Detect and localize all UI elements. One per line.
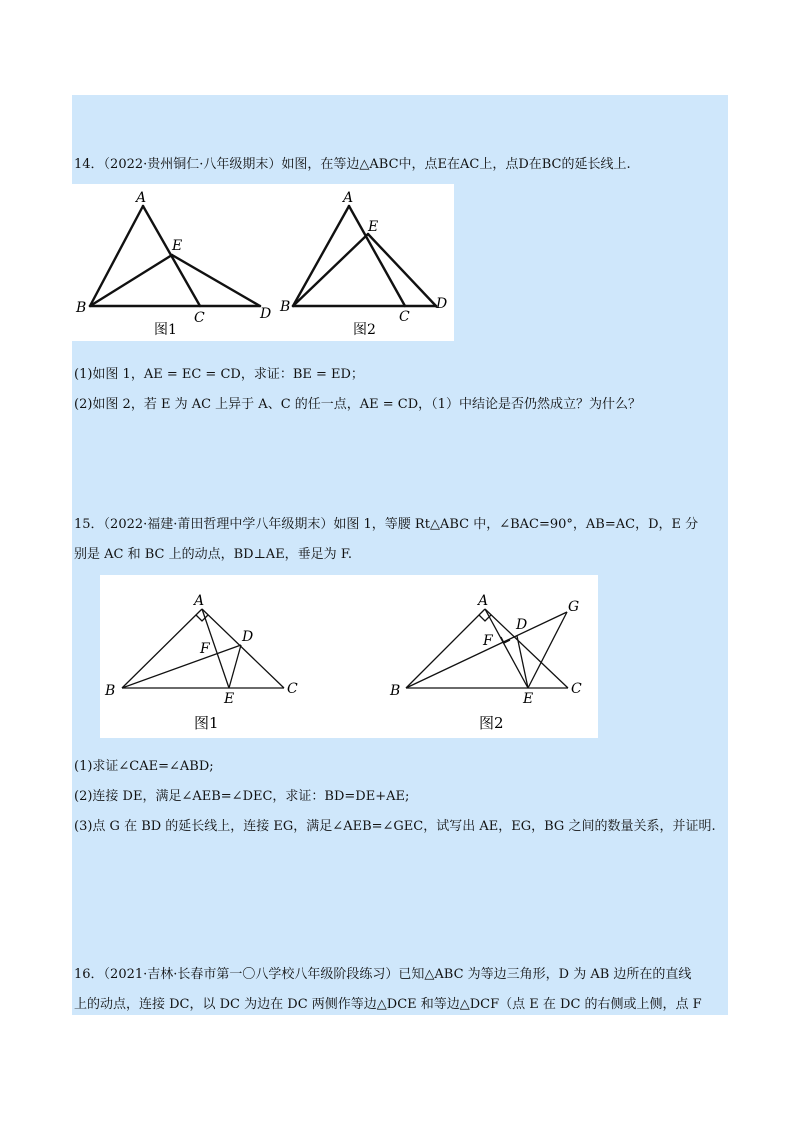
q15-f2-label-B: B	[390, 683, 401, 699]
q14-f2-label-A: A	[343, 190, 354, 206]
q15-f1-caption: 图1	[194, 714, 219, 732]
q14-header: 14．（2022·贵州铜仁·八年级期末）如图，在等边△ABC中，点E在AC上，点D在BC的延长线上.	[74, 157, 631, 172]
q14-f2-label-B: B	[280, 299, 291, 315]
q15-f2-label-G: G	[568, 599, 580, 615]
q14-figures-svg	[72, 184, 454, 341]
q14-f2-label-C: C	[399, 309, 410, 325]
q15-f1-label-E: E	[224, 691, 235, 707]
q15-f2-label-C: C	[571, 681, 582, 697]
q15-f1-label-A: A	[194, 593, 205, 609]
q15-figure-panel	[100, 575, 598, 738]
q15-part1: (1)求证∠CAE=∠ABD;	[74, 759, 214, 774]
q16-line2: 上的动点，连接 DC，以 DC 为边在 DC 两侧作等边△DCE 和等边△DCF（点 E 在 DC 的右侧或上侧，点 F	[74, 997, 702, 1012]
q15-f2-label-E: E	[523, 691, 534, 707]
q14-f1-label-D: D	[260, 306, 272, 322]
q16-line1: 16．（2021·吉林·长春市第一〇八学校八年级阶段练习）已知△ABC 为等边三角形，D 为 AB 边所在的直线	[74, 967, 692, 982]
q15-f1-label-D: D	[242, 629, 254, 645]
q15-f2-label-D: D	[516, 617, 528, 633]
q14-part1: (1)如图 1，AE = EC = CD，求证：BE = ED；	[74, 367, 364, 382]
q14-f2-caption: 图2	[353, 322, 376, 338]
q14-f1-label-A: A	[136, 190, 147, 206]
q14-f1-caption: 图1	[154, 322, 177, 338]
q15-f2-caption: 图2	[479, 714, 504, 732]
q15-figures-svg	[100, 575, 598, 738]
q15-header-line2: 别是 AC 和 BC 上的动点，BD⊥AE，垂足为 F.	[74, 547, 352, 562]
q15-f1-label-B: B	[105, 683, 116, 699]
q14-f1-label-B: B	[76, 300, 87, 316]
q15-part3: (3)点 G 在 BD 的延长线上，连接 EG，满足∠AEB=∠GEC，试写出 AE，EG，BG 之间的数量关系，并证明.	[74, 819, 716, 834]
q15-header-line1: 15．（2022·福建·莆田哲理中学八年级期末）如图 1，等腰 Rt△ABC 中，∠BAC=90°，AB=AC，D，E 分	[74, 517, 699, 532]
q15-f1-label-C: C	[287, 681, 298, 697]
q14-f1-label-E: E	[172, 238, 183, 254]
q14-f2-label-D: D	[436, 296, 448, 312]
q15-f2-label-A: A	[478, 593, 489, 609]
q14-f1-label-C: C	[194, 310, 205, 326]
q14-figure-1	[90, 206, 260, 306]
q14-figure-panel	[72, 184, 454, 341]
q14-part2: (2)如图 2，若 E 为 AC 上异于 A、C 的任一点，AE = CD，（1）中结论是否仍然成立？为什么？	[74, 397, 641, 412]
q15-f2-label-F: F	[483, 633, 493, 649]
q14-f2-label-E: E	[368, 219, 379, 235]
q14-figure-2	[293, 206, 436, 306]
q15-part2: (2)连接 DE，满足∠AEB=∠DEC，求证：BD=DE+AE;	[74, 789, 410, 804]
q15-f1-label-F: F	[200, 641, 210, 657]
